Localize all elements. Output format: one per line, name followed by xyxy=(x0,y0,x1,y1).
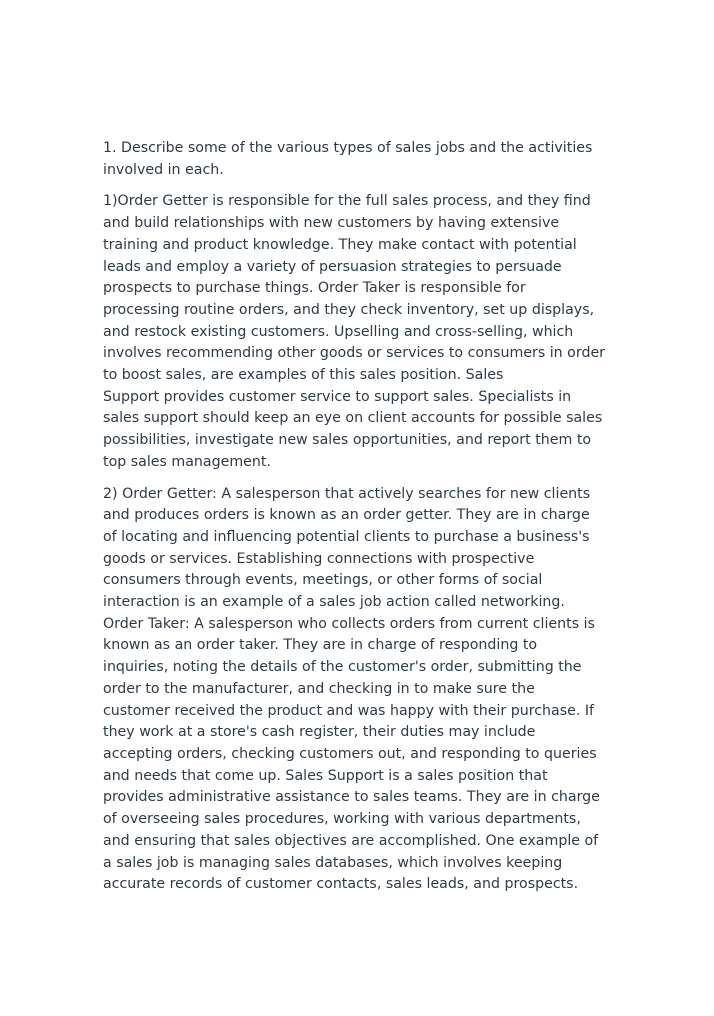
answer-paragraph-1: 1)Order Getter is responsible for the full sales process, and they find and build relationships with new customers by having extensive training and product knowledge. They make contact with potential leads and employ a variety of persuasion strategies to persuade prospects to purchase things. Order Taker is responsible for processing routine orders, and they check inventory, set up displays, and restock existing customers. Upselling and cross-selling, which involves recommending other goods or services to consumers in order to boost sales, are examples of this sales position. Sales Support provides customer service to support sales. Specialists in sales support should keep an eye on client accounts for possible sales possibilities, investigate new sales opportunities, and report them to top sales management. xyxy=(103,193,606,470)
question-heading: 1. Describe some of the various types of sales jobs and the activities involved in each. xyxy=(103,140,593,178)
answer-paragraph-2: 2) Order Getter: A salesperson that actively searches for new clients and produces orders is known as an order getter. They are in charge of locating and influencing potential clients to purchase a business's goods or services. Establishing connections with prospective consumers through events, meetings, or other forms of social interaction is an example of a sales job action called networking. Order Taker: A salesperson who collects orders from current clients is known as an order taker. They are in charge of responding to inquiries, noting the details of the customer's order, submitting the order to the manufacturer, and checking in to make sure the customer received the product and was happy with their purchase. If they work at a store's cash register, their duties may include accepting orders, checking customers out, and responding to queries and needs that come up. Sales Support is a sales position that provides administrative assistance to sales teams. They are in charge of overseeing sales procedures, working with various departments, and ensuring that sales objectives are accomplished. One example of a sales job is managing sales databases, which involves keeping accurate records of customer contacts, sales leads, and prospects. xyxy=(103,485,600,893)
document-body xyxy=(103,138,623,906)
